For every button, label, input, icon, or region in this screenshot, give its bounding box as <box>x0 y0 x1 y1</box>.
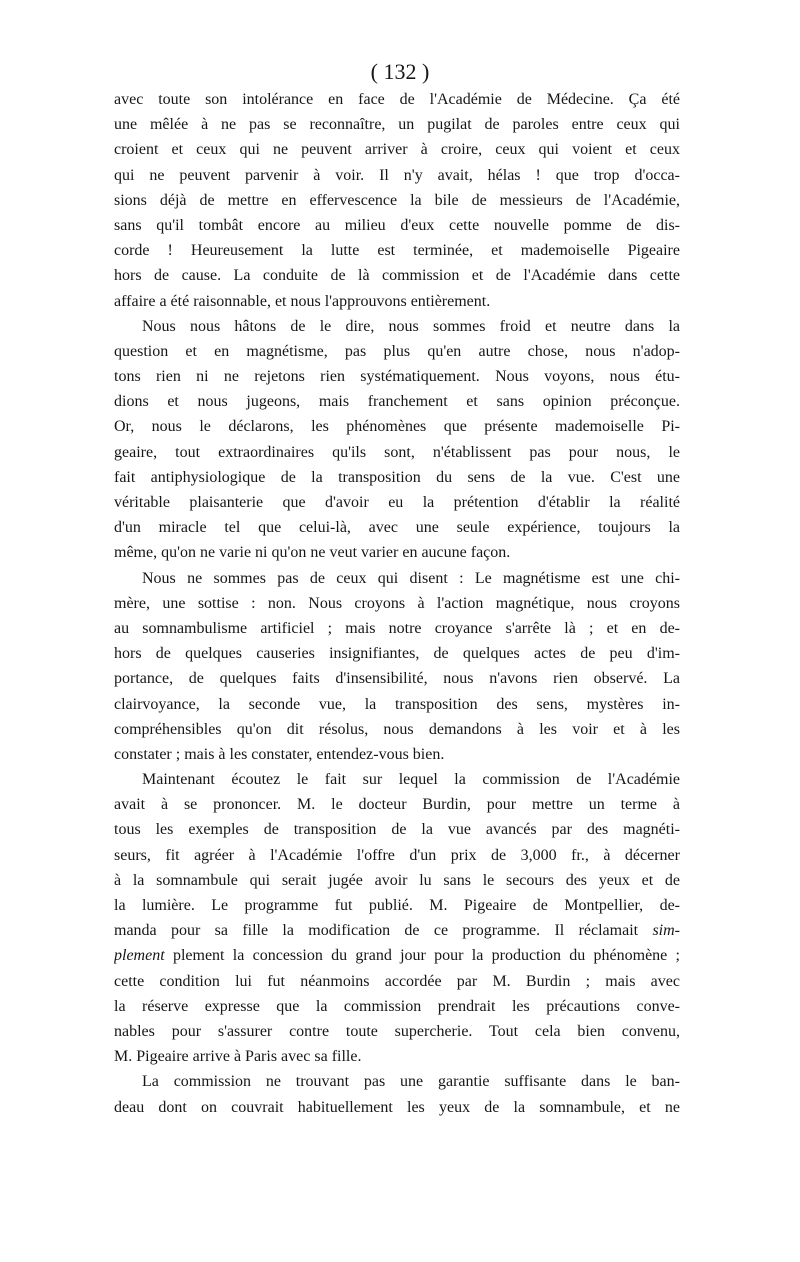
text-line: fait antiphysiologique de la transposition du sens de la vue. C'est une <box>114 468 680 486</box>
text-line: sans qu'il tombât encore au milieu d'eux cette nouvelle pomme de dis- <box>114 216 680 234</box>
text-line: véritable plaisanterie que d'avoir eu la prétention d'établir la réalité <box>114 494 680 511</box>
paragraph-2 <box>114 318 680 570</box>
paragraph-1 <box>114 91 680 318</box>
text-line: au somnambulisme artificiel ; mais notre croyance s'arrête là ; et en de- <box>114 619 680 637</box>
text-line: clairvoyance, la seconde vue, la transposition des sens, mystères in- <box>114 695 680 713</box>
paragraph-5 <box>114 1073 680 1123</box>
italic-word: plement <box>114 947 165 965</box>
text-line: M. Pigeaire arrive à Paris avec sa fille. <box>114 1048 362 1066</box>
text-line: la réserve expresse que la commission prendrait les précautions conve- <box>114 997 680 1015</box>
text-line: avec toute son intolérance en face de l'Académie de Médecine. Ça été <box>114 91 680 108</box>
text-line: sions déjà de mettre en effervescence la bile de messieurs de l'Académie, <box>114 191 680 209</box>
text-line: question et en magnétisme, pas plus qu'en autre chose, nous n'adop- <box>114 342 680 360</box>
text-line: mère, une sottise : non. Nous croyons à l'action magnétique, nous croyons <box>114 594 680 612</box>
text-line: corde ! Heureusement la lutte est terminée, et mademoiselle Pigeaire <box>114 242 680 260</box>
paragraph-3 <box>114 570 680 772</box>
text-segment: manda pour sa fille la modification de ce programme. Il réclamait <box>114 922 639 940</box>
text-line: compréhensibles qu'on dit résolus, nous demandons à les voir et à les <box>114 720 680 738</box>
text-line: hors de quelques causeries insignifiantes, de quelques actes de peu d'im- <box>114 645 680 663</box>
text-segment: plement la concession du grand jour pour la production du phénomène ; <box>172 947 680 965</box>
text-line: portance, de quelques faits d'insensibilité, nous n'avons rien observé. La <box>114 670 680 688</box>
text-line: La commission ne trouvant pas une garantie suffisante dans le ban- <box>142 1073 680 1091</box>
text-line: avait à se prononcer. M. le docteur Burdin, pour mettre un terme à <box>114 796 680 814</box>
text-line: Maintenant écoutez le fait sur lequel la commission de l'Académie <box>142 771 680 789</box>
text-line: à la somnambule qui serait jugée avoir lu sans le secours des yeux et de <box>114 871 680 889</box>
text-line: hors de cause. La conduite de là commission et de l'Académie dans cette <box>114 267 680 285</box>
text-line: une mêlée à ne pas se reconnaître, un pugilat de paroles entre ceux qui <box>114 116 680 134</box>
text-line: tons rien ni ne rejetons rien systématiquement. Nous voyons, nous étu- <box>114 368 680 386</box>
text-line: dions et nous jugeons, mais franchement et sans opinion préconçue. <box>114 393 680 411</box>
text-line: geaire, tout extraordinaires qu'ils sont, n'établissent pas pour nous, le <box>114 443 680 461</box>
text-line: même, qu'on ne varie ni qu'on ne veut varier en aucune façon. <box>114 544 511 562</box>
text-line: qui ne peuvent parvenir à voir. Il n'y avait, hélas ! que trop d'occa- <box>114 166 680 184</box>
text-line: Or, nous le déclarons, les phénomènes que présente mademoiselle Pi- <box>114 418 680 436</box>
text-line: la lumière. Le programme fut publié. M. Pigeaire de Montpellier, de- <box>114 897 680 914</box>
text-line: Nous nous hâtons de le dire, nous sommes froid et neutre dans la <box>142 317 680 335</box>
text-line: seurs, fit agréer à l'Académie l'offre d'un prix de 3,000 fr., à décerner <box>114 846 680 864</box>
text-line: tous les exemples de transposition de la vue avancés par des magnéti- <box>114 821 680 839</box>
text-line: deau dont on couvrait habituellement les yeux de la somnambule, et ne <box>114 1098 680 1116</box>
text-line-with-italic <box>114 922 680 947</box>
text-line-with-italic <box>114 947 680 972</box>
text-line: d'un miracle tel que celui-là, avec une seule expérience, toujours la <box>114 519 680 537</box>
body-text <box>114 91 680 1124</box>
text-line: nables pour s'assurer contre toute supercherie. Tout cela bien convenu, <box>114 1022 680 1040</box>
text-line: affaire a été raisonnable, et nous l'approuvons entièrement. <box>114 292 491 310</box>
text-line: cette condition lui fut néanmoins accordée par M. Burdin ; mais avec <box>114 972 680 990</box>
paragraph-4 <box>114 771 680 1073</box>
italic-word: sim- <box>652 922 680 940</box>
text-line: constater ; mais à les constater, entendez-vous bien. <box>114 745 445 763</box>
text-line: croient et ceux qui ne peuvent arriver à croire, ceux qui voient et ceux <box>114 141 680 159</box>
page-number: ( 132 ) <box>370 59 430 84</box>
text-line: Nous ne sommes pas de ceux qui disent : Le magnétisme est une chi- <box>142 569 680 587</box>
